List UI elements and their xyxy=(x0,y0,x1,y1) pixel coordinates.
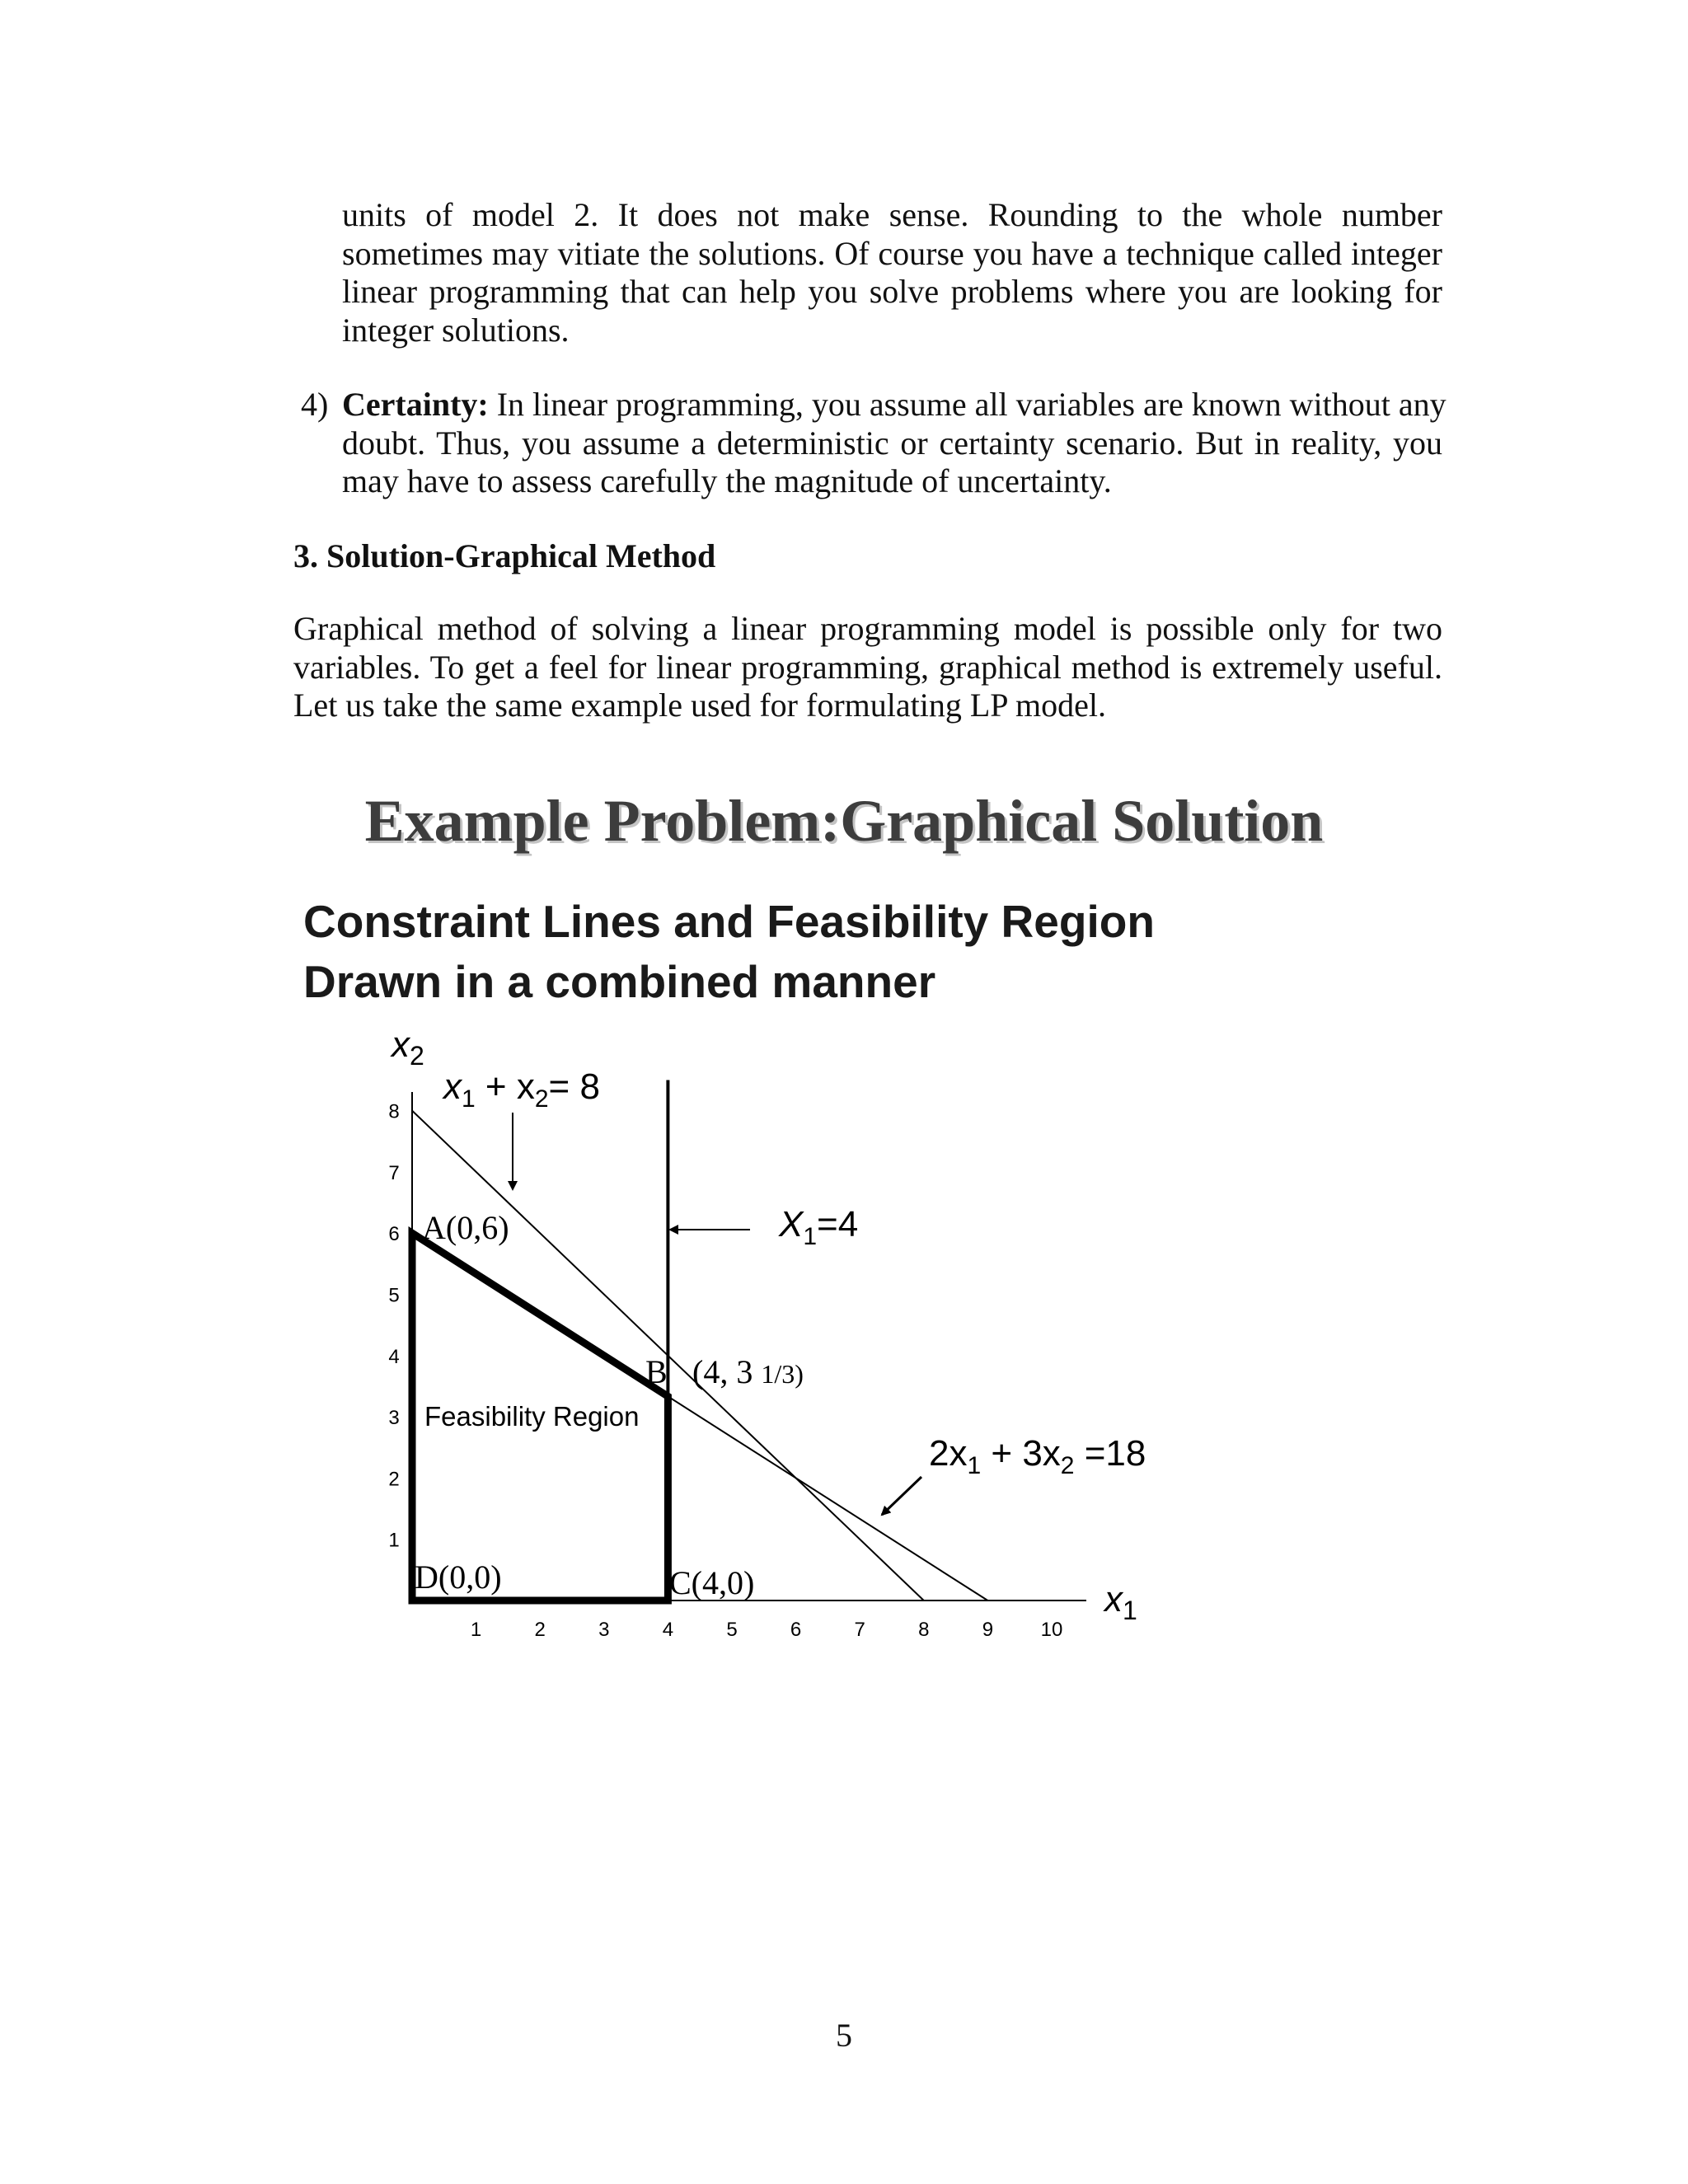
text-line: units of model 2. It does not make sense. Rounding to the whole number xyxy=(342,196,1442,233)
ann-part: + 3x xyxy=(981,1433,1061,1474)
subtitle-line: Constraint Lines and Feasibility Region xyxy=(303,896,1155,947)
y-tick-label: 2 xyxy=(388,1468,400,1491)
x-tick-label: 3 xyxy=(598,1619,610,1641)
x-tick-labels xyxy=(471,1619,1062,1641)
text-line: integer solutions. xyxy=(342,311,570,349)
vertex-b-coordinates-fraction: 1/3) xyxy=(761,1359,804,1389)
ann-sub: 1 xyxy=(462,1085,476,1113)
axis-var: x xyxy=(1104,1579,1123,1619)
list-item-number: 4) xyxy=(301,386,329,423)
x-tick-label: 1 xyxy=(470,1619,482,1641)
vertex-d-label: D(0,0) xyxy=(415,1558,502,1596)
section-heading: 3. Solution-Graphical Method xyxy=(293,537,716,574)
y-tick-label: 3 xyxy=(388,1407,400,1430)
ann-part: + x xyxy=(475,1066,535,1107)
text-line: Let us take the same example used for formulating LP model. xyxy=(293,687,1107,724)
vertex-b-label: B xyxy=(645,1353,668,1390)
vertex-a-label: A(0,6) xyxy=(422,1209,509,1246)
ann-sub: 2 xyxy=(534,1085,549,1113)
term-certainty: Certainty: xyxy=(342,386,489,423)
text-line: variables. To get a feel for linear programming, graphical method is extremely useful. xyxy=(293,648,1442,686)
vertex-b-coordinates-main: (4, 3 xyxy=(692,1353,753,1390)
ann-sub: 2 xyxy=(1060,1452,1075,1479)
axis-sub: 2 xyxy=(410,1041,424,1071)
axis-var: x xyxy=(392,1024,410,1065)
y-tick-label: 8 xyxy=(388,1100,400,1123)
x-tick-label: 10 xyxy=(1040,1619,1063,1641)
text-line-rest: In linear programming, you assume all variables are known without any xyxy=(496,386,1447,423)
text-line: may have to assess carefully the magnitude of uncertainty. xyxy=(342,462,1112,499)
y-tick-label: 7 xyxy=(388,1161,400,1184)
x-tick-label: 8 xyxy=(918,1619,930,1641)
text-line: linear programming that can help you solve problems where you are looking for xyxy=(342,273,1442,310)
feasibility-region-label: Feasibility Region xyxy=(424,1401,640,1432)
ann-part: X xyxy=(779,1204,804,1244)
page-number: 5 xyxy=(836,2017,852,2054)
x-tick-label: 2 xyxy=(534,1619,546,1641)
y-tick-label: 1 xyxy=(388,1529,400,1552)
x-axis-label xyxy=(1103,1579,1137,1625)
ann-part: 2x xyxy=(929,1433,968,1474)
x-tick-label: 4 xyxy=(662,1619,674,1641)
ann-part: =4 xyxy=(817,1204,859,1244)
y-tick-label: 6 xyxy=(388,1223,400,1246)
x-tick-label: 6 xyxy=(790,1619,802,1641)
annotation-x1-plus-x2-eq-8 xyxy=(442,1066,600,1113)
annotation-x1-eq-4 xyxy=(778,1204,858,1250)
y-tick-label: 5 xyxy=(388,1284,400,1307)
arrow-to-2x1-plus-3x2 xyxy=(882,1477,921,1515)
x-tick-label: 5 xyxy=(726,1619,738,1641)
subtitle-line: Drawn in a combined manner xyxy=(303,956,936,1007)
y-tick-labels xyxy=(388,1101,399,1552)
ann-part: = 8 xyxy=(548,1066,600,1107)
ann-sub: 1 xyxy=(803,1223,818,1250)
axis-sub: 1 xyxy=(1123,1596,1137,1625)
vertex-c-label: C(4,0) xyxy=(669,1564,755,1601)
slide-title: Example Problem:Graphical Solution xyxy=(364,788,1324,854)
ann-part: =18 xyxy=(1074,1433,1146,1474)
vertex-b-coordinates xyxy=(692,1353,804,1390)
ann-sub: 1 xyxy=(967,1452,982,1479)
y-tick-label: 4 xyxy=(388,1345,400,1368)
ann-part: x xyxy=(443,1066,462,1107)
text-line: sometimes may vitiate the solutions. Of course you have a technique called integer xyxy=(342,234,1442,272)
text-line: Graphical method of solving a linear programming model is possible only for two xyxy=(293,610,1442,647)
x-tick-label: 9 xyxy=(982,1619,994,1641)
x-tick-label: 7 xyxy=(854,1619,865,1641)
y-axis-label xyxy=(390,1024,424,1071)
annotation-2x1-plus-3x2-eq-18 xyxy=(929,1433,1146,1479)
text-line: doubt. Thus, you assume a deterministic or certainty scenario. But in reality, you xyxy=(342,424,1442,462)
